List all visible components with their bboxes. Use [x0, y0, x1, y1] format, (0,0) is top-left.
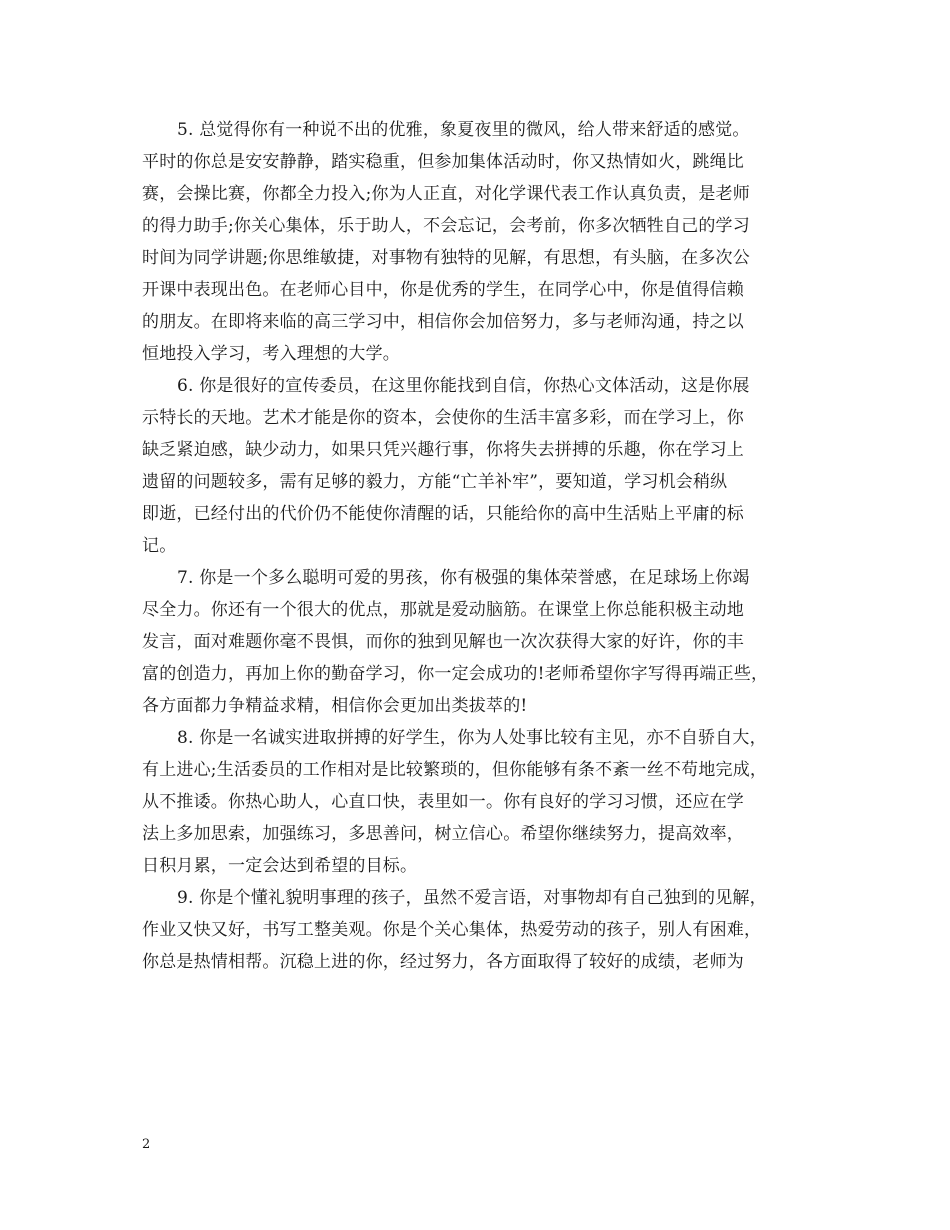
text-line: 5. 总觉得你有一种说不出的优雅，象夏夜里的微风，给人带来舒适的感觉。 — [177, 120, 750, 140]
text-line: 的朋友。在即将来临的高三学习中，相信你会加倍努力，多与老师沟通，持之以 — [142, 312, 744, 332]
text-line: 尽全力。你还有一个很大的优点，那就是爱动脑筋。在课堂上你总能积极主动地 — [142, 600, 744, 620]
text-line: 7. 你是一个多么聪明可爱的男孩，你有极强的集体荣誉感，在足球场上你竭 — [177, 568, 750, 588]
text-line: 发言，面对难题你毫不畏惧，而你的独到见解也一次次获得大家的好许，你的丰 — [142, 632, 744, 652]
text-line: 时间为同学讲题;你思维敏捷，对事物有独特的见解，有思想，有头脑，在多次公 — [142, 248, 750, 268]
text-line: 作业又快又好，书写工整美观。你是个关心集体，热爱劳动的孩子，别人有困难， — [142, 920, 762, 940]
text-line: 你总是热情相帮。沉稳上进的你，经过努力，各方面取得了较好的成绩，老师为 — [142, 952, 744, 972]
text-line: 8. 你是一名诚实进取拼搏的好学生，你为人处事比较有主见，亦不自骄自大， — [177, 728, 767, 748]
text-line: 6. 你是很好的宣传委员，在这里你能找到自信，你热心文体活动，这是你展 — [177, 376, 750, 396]
text-line: 9. 你是个懂礼貌明事理的孩子，虽然不爱言语，对事物却有自己独到的见解， — [177, 888, 767, 908]
text-line: 的得力助手;你关心集体，乐于助人，不会忘记，会考前，你多次牺牲自己的学习 — [142, 216, 750, 236]
text-line: 记。 — [142, 536, 177, 556]
text-line: 平时的你总是安安静静，踏实稳重，但参加集体活动时，你又热情如火，跳绳比 — [142, 152, 744, 172]
text-line: 日积月累，一定会达到希望的目标。 — [142, 856, 418, 876]
text-line: 即逝，已经付出的代价仍不能使你清醒的话，只能给你的高中生活贴上平庸的标 — [142, 504, 744, 524]
text-line: 有上进心;生活委员的工作相对是比较繁琐的，但你能够有条不紊一丝不苟地完成， — [142, 760, 768, 780]
text-line: 赛，会操比赛，你都全力投入;你为人正直，对化学课代表工作认真负责，是老师 — [142, 184, 750, 204]
text-line: 富的创造力，再加上你的勤奋学习，你一定会成功的!老师希望你字写得再端正些， — [142, 664, 769, 684]
text-line: 各方面都力争精益求精，相信你会更加出类拔萃的! — [142, 696, 528, 716]
page-number: 2 — [142, 1137, 151, 1152]
text-line: 示特长的天地。艺术才能是你的资本，会使你的生活丰富多彩，而在学习上，你 — [142, 408, 744, 428]
text-line: 从不推诿。你热心助人，心直口快，表里如一。你有良好的学习习惯，还应在学 — [142, 792, 744, 812]
text-line: 缺乏紧迫感，缺少动力，如果只凭兴趣行事，你将失去拼搏的乐趣，你在学习上 — [142, 440, 744, 460]
text-line: 开课中表现出色。在老师心目中，你是优秀的学生，在同学心中，你是值得信赖 — [142, 280, 744, 300]
text-line: 遗留的问题较多，需有足够的毅力，方能“亡羊补牢”，要知道，学习机会稍纵 — [142, 472, 728, 492]
text-line: 法上多加思索，加强练习，多思善问，树立信心。希望你继续努力，提高效率， — [142, 824, 744, 844]
document-body — [142, 114, 812, 978]
text-line: 恒地投入学习，考入理想的大学。 — [142, 344, 400, 364]
